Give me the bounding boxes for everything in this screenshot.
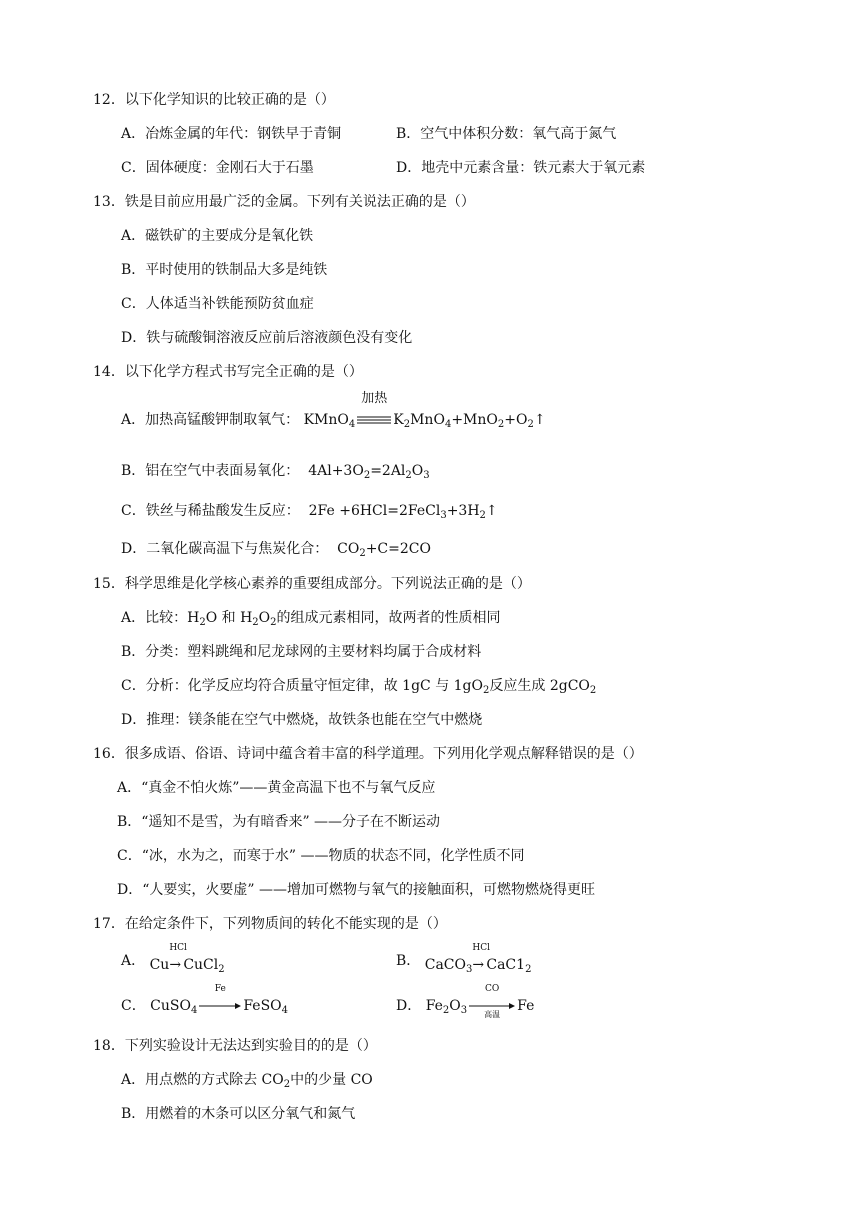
q15-option-d: D．推理：镁条能在空气中燃烧，故铁条也能在空气中燃烧 [121, 712, 483, 728]
q15-a-text-4: 的组成元素相同，故两者的性质相同 [276, 610, 501, 626]
q12-option-d: D．地壳中元素含量：铁元素大于氧元素 [396, 160, 646, 176]
q17-c-label: C． [121, 998, 146, 1014]
question-15-stem: 15．科学思维是化学核心素养的重要组成部分。下列说法正确的是（） [93, 576, 531, 592]
question-18-stem: 18．下列实验设计无法达到实验目的的是（） [93, 1038, 377, 1054]
q18-a-text-1: A．用点燃的方式除去 CO [121, 1072, 284, 1088]
long-arrow-icon [199, 1002, 241, 1010]
q15-option-b: B．分类：塑料跳绳和尼龙球网的主要材料均属于合成材料 [121, 644, 482, 660]
q15-option-a: A．比较：$H_2O$ 和 $H_2O_2$的组成元素相同，故两者的性质相同 [121, 610, 501, 628]
q15-option-c: C．分析：化学反应均符合质量守恒定律，故 1gC 与 $1gO_2$反应生成 2gCO$_2$ [121, 678, 597, 696]
q14-d-equation: $CO_2+C=2CO$ [332, 541, 431, 559]
q17-c-equation: CuSO$_4$ Fe FeSO$_4$ [150, 984, 289, 1016]
q14-option-a [121, 391, 546, 430]
q16-option-b: B．“遥知不是雪，为有暗香来” ——分子在不断运动 [117, 814, 441, 830]
q13-option-b: B．平时使用的铁制品大多是纯铁 [121, 262, 328, 278]
q14-b-label: B．铝在空气中表面易氧化： [121, 463, 300, 479]
q15-a-text-3: O [258, 610, 271, 626]
q18-a-text-2: 中的少量 CO [290, 1072, 373, 1088]
q18-option-a: A．用点燃的方式除去 $CO_2$中的少量 CO [121, 1072, 373, 1090]
q14-c-label: C．铁丝与稀盐酸发生反应： [121, 503, 300, 519]
q17-c-condition: Fe [214, 984, 226, 994]
q16-option-c: C．“冰，水为之，而寒于水” ——物质的状态不同，化学性质不同 [117, 848, 525, 864]
q17-option-a [121, 943, 225, 975]
q14-a-condition: 加热 [361, 391, 388, 406]
q17-a-condition: HCl [169, 943, 187, 953]
q16-option-d: D．“人要实，火要虚” ——增加可燃物与氧气的接触面积，可燃物燃烧得更旺 [117, 882, 595, 898]
question-12-stem: 12．以下化学知识的比较正确的是（） [93, 92, 335, 108]
q14-d-label: D．二氧化碳高温下与焦炭化合： [121, 541, 329, 557]
q17-b-equation: CaCO$_3$ HCl → $CaC1_2$ [424, 943, 532, 975]
q17-option-d [396, 984, 535, 1019]
question-16-stem: 16．很多成语、俗语、诗词中蕴含着丰富的科学道理。下列用化学观点解释错误的是（） [93, 746, 643, 762]
q17-d-condition-top: CO [485, 984, 500, 994]
q15-c-text-1: C．分析：化学反应均符合质量守恒定律，故 1gC 与 1gO [121, 678, 483, 694]
q12-option-b: B．空气中体积分数：氧气高于氮气 [396, 126, 617, 142]
question-14-stem: 14．以下化学方程式书写完全正确的是（） [93, 364, 363, 380]
question-17-stem: 17．在给定条件下，下列物质间的转化不能实现的是（） [93, 916, 447, 932]
q17-d-condition-bottom: 高温 [484, 1010, 501, 1019]
long-arrow-icon [469, 1002, 515, 1010]
question-13-stem: 13．铁是目前应用最广泛的金属。下列有关说法正确的是（） [93, 194, 475, 210]
q13-option-a: A．磁铁矿的主要成分是氧化铁 [121, 228, 314, 244]
q14-a-equation: KMnO$_4$ 加热 $K_2MnO_4+MnO_2+O_2↑$ [303, 391, 546, 430]
q15-c-text-2: 反应生成 2gCO [489, 678, 590, 694]
q14-option-c [121, 501, 498, 521]
q17-d-label: D． [396, 998, 422, 1014]
equals-sign-icon [357, 415, 391, 425]
q14-option-b [121, 461, 430, 481]
q12-option-c: C．固体硬度：金刚石大于石墨 [121, 160, 314, 176]
q15-a-text-1: A．比较：H [121, 610, 200, 626]
up-arrow-icon: ↑ [485, 503, 498, 519]
q17-option-b [396, 943, 532, 975]
q17-d-equation: $Fe_2O_3$ CO 高温 Fe [425, 984, 535, 1019]
q14-option-d [121, 539, 431, 559]
q14-b-equation: $4Al+3O_2=2Al_2O_3$ [303, 463, 430, 481]
q17-a-equation: Cu HCl → CuCl$_2$ [149, 943, 225, 975]
q13-option-c: C．人体适当补铁能预防贫血症 [121, 296, 314, 312]
q12-option-a: A．冶炼金属的年代：钢铁早于青铜 [121, 126, 342, 142]
q17-option-c [121, 984, 289, 1016]
q16-option-a: A．“真金不怕火炼”——黄金高温下也不与氧气反应 [117, 780, 436, 796]
q17-a-label: A． [121, 953, 146, 969]
q14-a-label: A．加热高锰酸钾制取氧气： [121, 412, 300, 428]
q15-a-text-2: O 和 H [205, 610, 253, 626]
up-arrow-icon: ↑ [533, 412, 546, 428]
q13-option-d: D．铁与硫酸铜溶液反应前后溶液颜色没有变化 [121, 330, 413, 346]
q17-b-condition: HCl [472, 943, 490, 953]
q17-b-label: B． [396, 953, 421, 969]
q14-c-equation: $2Fe +6HCl=2FeCl_3+3H_2↑$ [304, 503, 498, 521]
q18-option-b: B．用燃着的木条可以区分氧气和氮气 [121, 1106, 356, 1122]
